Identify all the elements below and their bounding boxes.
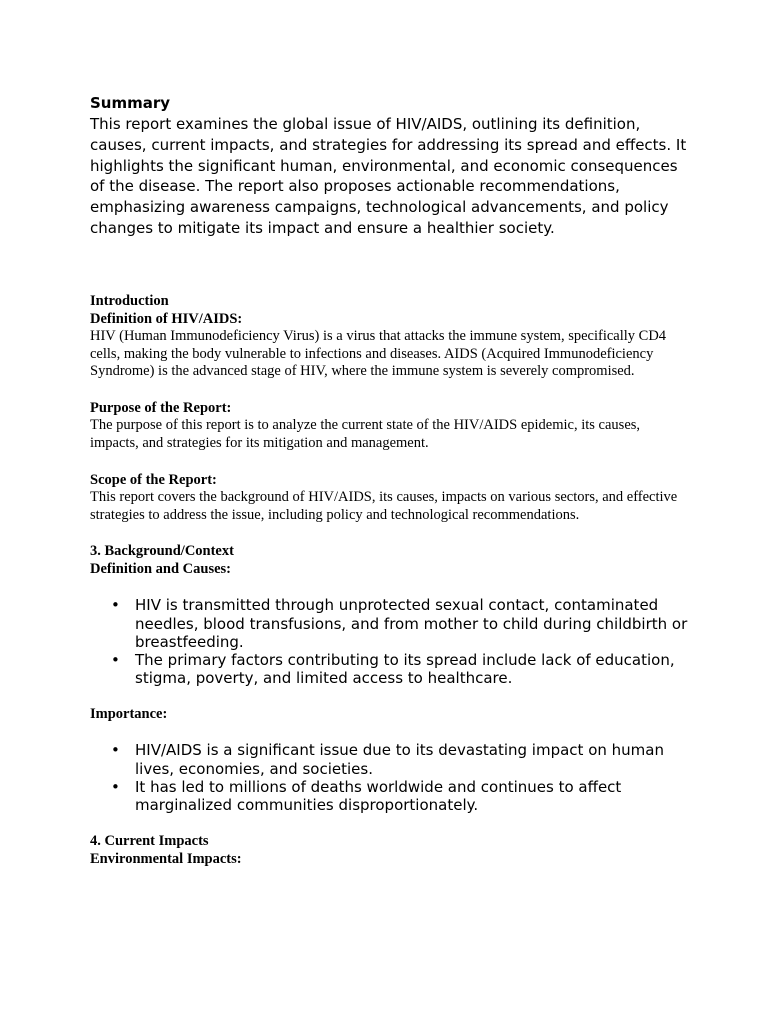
- paragraph-gap: [90, 381, 690, 399]
- scope-heading: Scope of the Report:: [90, 471, 217, 488]
- impacts-heading: 4. Current Impacts: [90, 833, 209, 850]
- importance-list: [90, 741, 690, 814]
- paragraph-gap: [90, 814, 690, 832]
- summary-heading: Summary: [90, 94, 171, 112]
- causes-heading: Definition and Causes:: [90, 561, 231, 578]
- environmental-impacts-heading: Environmental Impacts:: [90, 851, 242, 868]
- paragraph-gap: [90, 723, 690, 741]
- document-content: [90, 90, 690, 868]
- bullet-icon: •: [111, 650, 120, 669]
- list-item-text: The primary factors contributing to its spread include lack of education, stigma, poverty, and limited access to healthcare.: [135, 650, 675, 688]
- paragraph-gap: [90, 687, 690, 705]
- paragraph-gap: [90, 524, 690, 542]
- purpose-heading: Purpose of the Report:: [90, 400, 232, 417]
- bullet-icon: •: [111, 741, 120, 760]
- purpose-paragraph: The purpose of this report is to analyze the current state of the HIV/AIDS epidemic, its causes, impacts, and strategies for its mitigation and management.: [90, 417, 641, 451]
- list-item-text: HIV is transmitted through unprotected sexual contact, contaminated needles, blood transfusions, and from mother to child during childbirth or breastfeeding.: [135, 596, 688, 651]
- list-item-text: HIV/AIDS is a significant issue due to its devastating impact on human lives, economies, and societies.: [135, 741, 664, 778]
- causes-list: [90, 596, 690, 687]
- list-item: [90, 596, 690, 651]
- list-item: [90, 778, 690, 814]
- background-heading: 3. Background/Context: [90, 543, 234, 560]
- bullet-icon: •: [111, 777, 120, 796]
- definition-heading: Definition of HIV/AIDS:: [90, 310, 243, 327]
- definition-paragraph: HIV (Human Immunodeficiency Virus) is a virus that attacks the immune system, specifically CD4 cells, making the body vulnerable to infections and diseases. AIDS (Acquired Immunodeficiency Syndrome) is the advanced stage of HIV, where the immune system is severely compromised.: [90, 327, 667, 380]
- summary-paragraph: This report examines the global issue of HIV/AIDS, outlining its definition, causes, current impacts, and strategies for addressing its spread and effects. It highlights the significant human, environmental, and economic consequences of the disease. The report also proposes actionable recommendations, emphasizing awareness campaigns, technological advancements, and policy changes to mitigate its impact and ensure a healthier society.: [90, 115, 687, 237]
- list-item: [90, 651, 690, 687]
- paragraph-gap: [90, 453, 690, 471]
- scope-paragraph: This report covers the background of HIV/AIDS, its causes, impacts on various sectors, and effective strategies to address the issue, including policy and technological recommendations.: [90, 488, 678, 523]
- bullet-icon: •: [111, 596, 120, 615]
- paragraph-gap: [90, 578, 690, 596]
- importance-heading: Importance:: [90, 706, 168, 723]
- list-item-text: It has led to millions of deaths worldwide and continues to affect marginalized communities disproportionately.: [135, 777, 622, 814]
- list-item: [90, 741, 690, 777]
- introduction-heading: Introduction: [90, 292, 169, 309]
- section-spacer: [90, 239, 690, 292]
